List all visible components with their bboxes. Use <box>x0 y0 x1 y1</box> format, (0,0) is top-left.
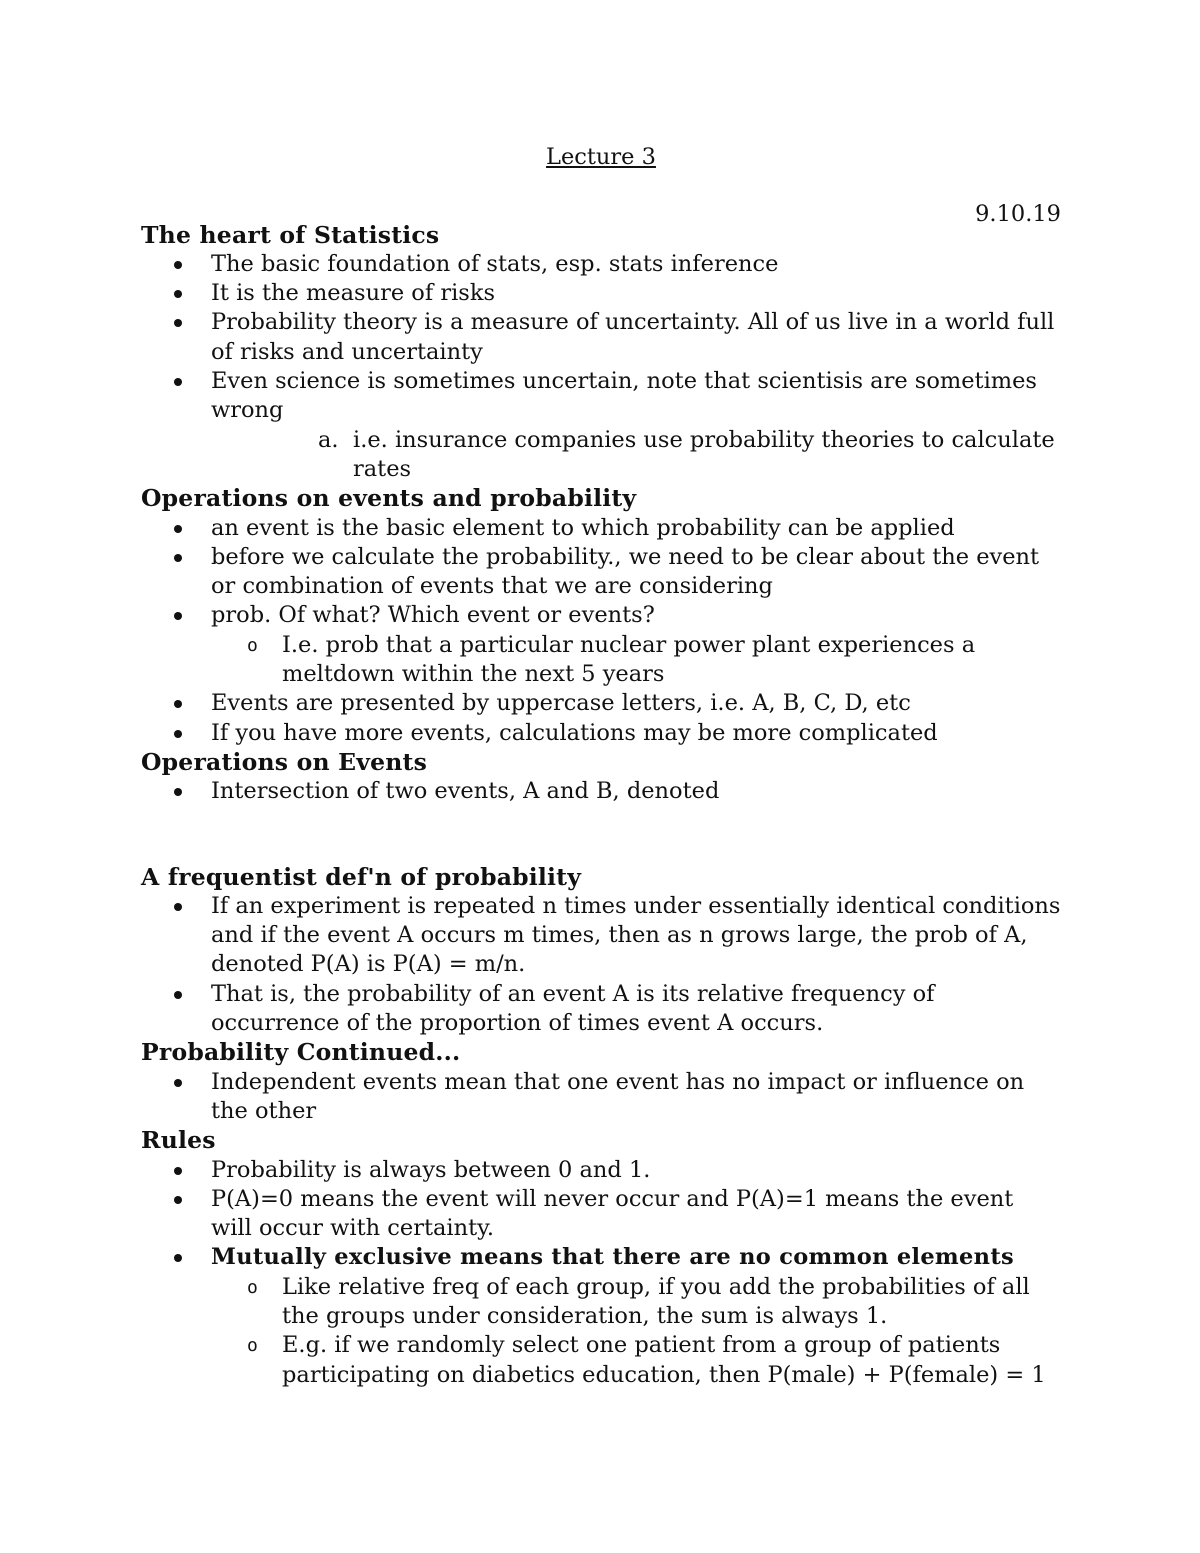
list-item: Events are presented by uppercase letters, i.e. A, B, C, D, etc <box>141 689 1061 718</box>
section-heading-probability-continued: Probability Continued... <box>141 1038 461 1067</box>
list-marker: a. <box>318 426 339 453</box>
section-list-probability-continued <box>141 1068 1061 1127</box>
section-list-heart-of-statistics <box>141 250 1061 484</box>
list-item: Probability theory is a measure of uncertainty. All of us live in a world full of risks and uncertainty <box>141 308 1061 367</box>
sub-list-item: o I.e. prob that a particular nuclear power plant experiences a meltdown within the next 5 years <box>141 631 1061 690</box>
list-item: If you have more events, calculations may be more complicated <box>141 719 1061 748</box>
list-item: If an experiment is repeated n times under essentially identical conditions and if the event A occurs m times, then as n grows large, the prob of A, denoted P(A) is P(A) = m/n. <box>141 892 1061 980</box>
section-heading-operations-on-events: Operations on Events <box>141 747 428 776</box>
list-item: Probability is always between 0 and 1. <box>141 1156 1061 1185</box>
sub-list-item: o E.g. if we randomly select one patient from a group of patients participating on diabetics education, then P(male) + P(female) = 1 <box>141 1331 1061 1390</box>
list-item: an event is the basic element to which probability can be applied <box>141 514 1061 543</box>
sub-list-item <box>141 426 1061 485</box>
list-item: Even science is sometimes uncertain, note that scientisis are sometimes wrong <box>141 367 1061 426</box>
list-item: before we calculate the probability., we need to be clear about the event or combination of events that we are considering <box>141 543 1061 602</box>
section-heading-heart-of-statistics: The heart of Statistics <box>141 220 440 249</box>
section-list-frequentist-definition <box>141 892 1061 1038</box>
list-item-bold: Mutually exclusive means that there are no common elements <box>141 1243 1061 1272</box>
section-heading-rules: Rules <box>141 1126 216 1155</box>
list-item: That is, the probability of an event A is its relative frequency of occurrence of the proportion of times event A occurs. <box>141 980 1061 1039</box>
list-item: Independent events mean that one event has no impact or influence on the other <box>141 1068 1061 1127</box>
section-heading-frequentist-definition: A frequentist def'n of probability <box>141 862 582 891</box>
document-page <box>141 143 1061 1390</box>
section-list-operations-on-events-and-probability <box>141 514 1061 748</box>
section-heading-operations-on-events-and-probability: Operations on events and probability <box>141 484 637 513</box>
list-item: The basic foundation of stats, esp. stats inference <box>141 250 1061 279</box>
blank-space <box>141 807 1061 863</box>
page-title: Lecture 3 <box>546 144 656 170</box>
sub-list-item: o Like relative freq of each group, if you add the probabilities of all the groups under consideration, the sum is always 1. <box>141 1273 1061 1332</box>
list-item: Intersection of two events, A and B, denoted <box>141 777 1061 806</box>
list-item: It is the measure of risks <box>141 279 1061 308</box>
list-item: prob. Of what? Which event or events? <box>141 601 1061 630</box>
sub-list-item-text: i.e. insurance companies use probability theories to calculate rates <box>353 426 1055 482</box>
list-item: P(A)=0 means the event will never occur and P(A)=1 means the event will occur with certainty. <box>141 1185 1061 1244</box>
lecture-date: 9.10.19 <box>975 201 1061 228</box>
section-list-rules <box>141 1156 1061 1390</box>
section-list-operations-on-events <box>141 777 1061 806</box>
